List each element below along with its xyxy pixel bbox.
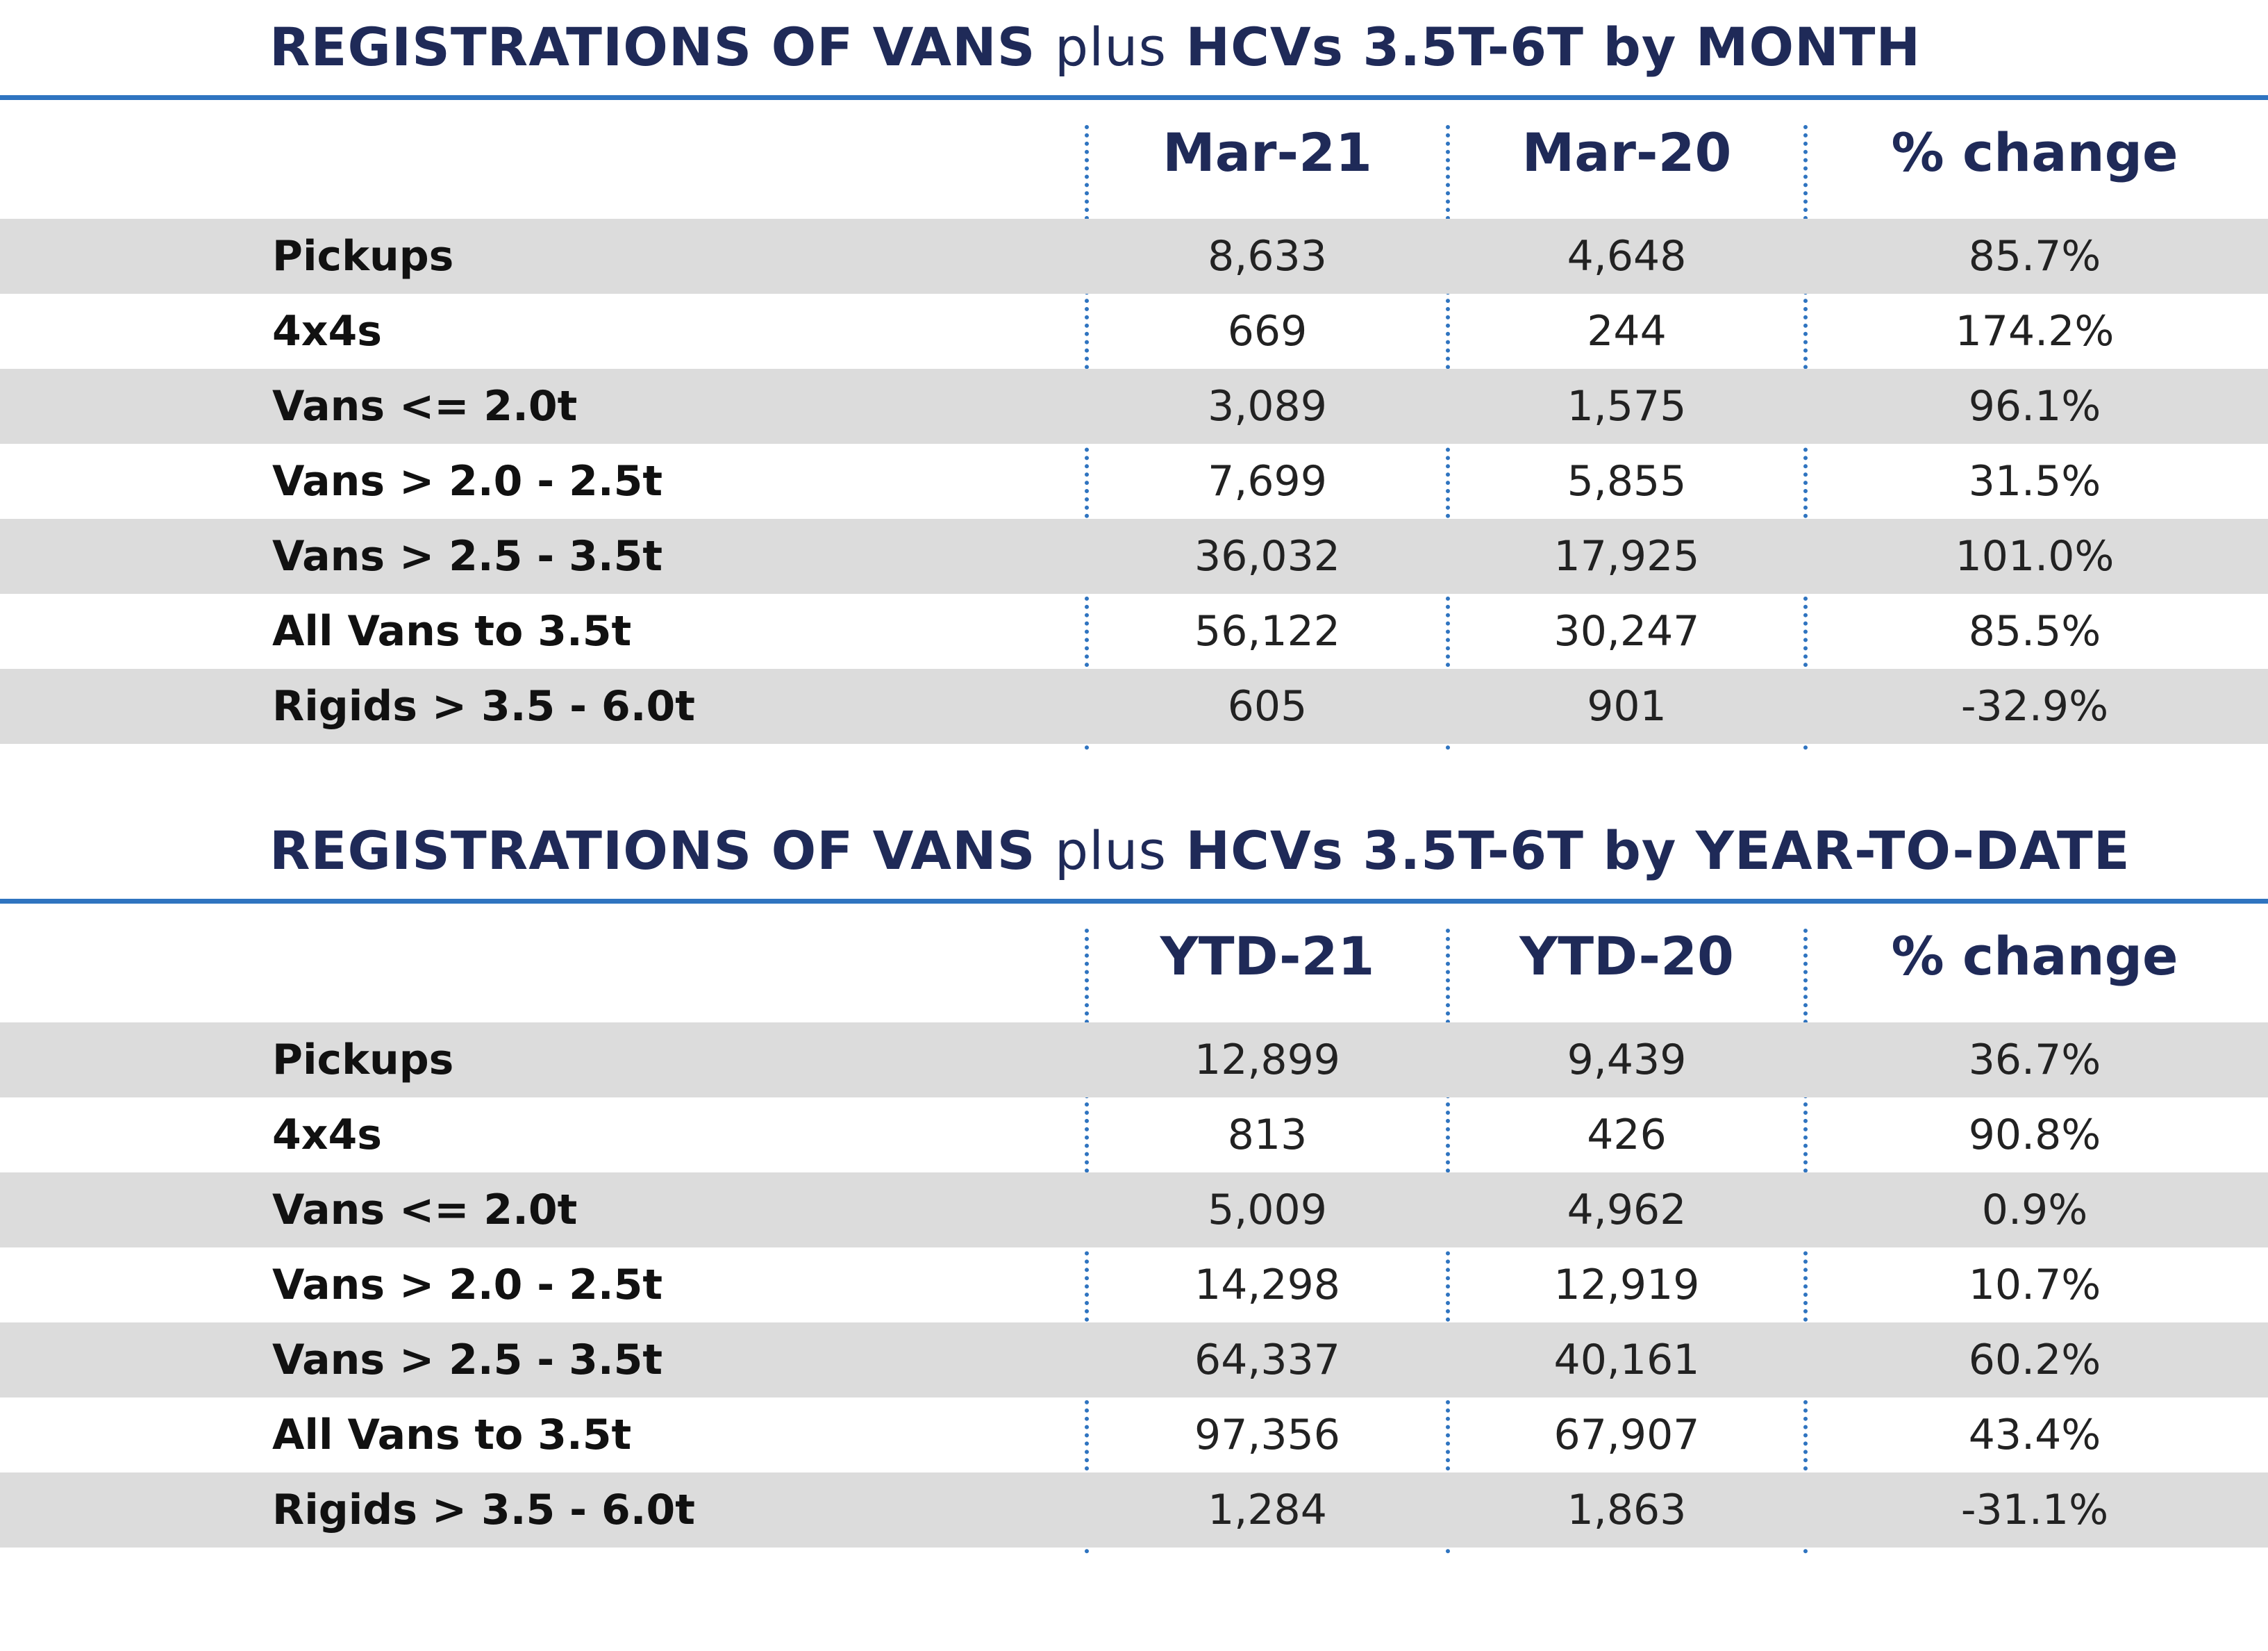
- table-cell: 1,863: [1567, 1486, 1687, 1534]
- row-label: Vans > 2.0 - 2.5t: [272, 457, 663, 506]
- table-row: [0, 1472, 2268, 1548]
- column-header: YTD-20: [1519, 925, 1734, 987]
- monthly-table-title: [269, 13, 1921, 82]
- column-header: YTD-21: [1160, 925, 1375, 987]
- table-row: [0, 1397, 2268, 1472]
- table-cell: 90.8%: [1968, 1111, 2101, 1159]
- row-label: Vans > 2.0 - 2.5t: [272, 1261, 663, 1309]
- ytd-table-title: [269, 816, 2131, 886]
- table-cell: 1,575: [1567, 382, 1687, 431]
- table-cell: 17,925: [1553, 532, 1700, 581]
- table-row: [0, 1172, 2268, 1247]
- table-cell: 9,439: [1567, 1036, 1687, 1084]
- table-cell: 14,298: [1194, 1261, 1340, 1309]
- row-label: Pickups: [272, 232, 454, 281]
- table-cell: 30,247: [1553, 607, 1700, 656]
- column-header: % change: [1891, 925, 2178, 987]
- table-cell: 36,032: [1194, 532, 1340, 581]
- column-header: Mar-21: [1162, 122, 1372, 183]
- table-cell: 67,907: [1553, 1411, 1700, 1459]
- table-cell: -31.1%: [1960, 1486, 2109, 1534]
- table-cell: 813: [1227, 1111, 1308, 1159]
- column-header: % change: [1891, 122, 2178, 183]
- table-cell: 12,919: [1553, 1261, 1700, 1309]
- row-label: 4x4s: [272, 1111, 382, 1159]
- table-row: [0, 669, 2268, 744]
- table-cell: -32.9%: [1960, 682, 2109, 731]
- table-cell: 56,122: [1194, 607, 1340, 656]
- table-cell: 31.5%: [1968, 457, 2101, 506]
- table-cell: 10.7%: [1968, 1261, 2101, 1309]
- title-bold-b: HCVs 3.5T-6T by MONTH: [1185, 16, 1921, 78]
- table-row: [0, 594, 2268, 669]
- table-row: [0, 294, 2268, 369]
- table-cell: 605: [1227, 682, 1308, 731]
- title-bold-b: HCVs 3.5T-6T by YEAR-TO-DATE: [1185, 820, 2131, 881]
- table-cell: 244: [1587, 307, 1667, 356]
- title-rule: [0, 899, 2268, 904]
- table-row: [0, 369, 2268, 444]
- title-rule: [0, 95, 2268, 100]
- title-light: plus: [1054, 16, 1167, 78]
- table-cell: 12,899: [1194, 1036, 1340, 1084]
- row-label: Vans > 2.5 - 3.5t: [272, 1336, 663, 1384]
- table-cell: 40,161: [1553, 1336, 1700, 1384]
- table-row: [0, 1322, 2268, 1397]
- table-cell: 8,633: [1208, 232, 1327, 281]
- table-cell: 97,356: [1194, 1411, 1340, 1459]
- table-row: [0, 1022, 2268, 1097]
- table-row: [0, 519, 2268, 594]
- row-label: Vans > 2.5 - 3.5t: [272, 532, 663, 581]
- table-cell: 43.4%: [1968, 1411, 2101, 1459]
- table-body: [0, 1022, 2268, 1548]
- table-cell: 60.2%: [1968, 1336, 2101, 1384]
- table-cell: 36.7%: [1968, 1036, 2101, 1084]
- row-label: Rigids > 3.5 - 6.0t: [272, 682, 695, 731]
- table-cell: 96.1%: [1968, 382, 2101, 431]
- row-label: All Vans to 3.5t: [272, 1411, 632, 1459]
- row-label: Pickups: [272, 1036, 454, 1084]
- table-row: [0, 444, 2268, 519]
- column-header: Mar-20: [1521, 122, 1732, 183]
- table-cell: 1,284: [1208, 1486, 1327, 1534]
- row-label: Vans <= 2.0t: [272, 382, 578, 431]
- table-cell: 5,855: [1567, 457, 1687, 506]
- table-row: [0, 1247, 2268, 1322]
- table-cell: 426: [1587, 1111, 1667, 1159]
- table-body: [0, 219, 2268, 744]
- table-cell: 669: [1227, 307, 1308, 356]
- table-cell: 4,962: [1567, 1186, 1687, 1234]
- table-cell: 101.0%: [1955, 532, 2115, 581]
- title-bold-a: REGISTRATIONS OF VANS: [269, 820, 1036, 881]
- row-label: 4x4s: [272, 307, 382, 356]
- table-row: [0, 1097, 2268, 1172]
- table-cell: 5,009: [1208, 1186, 1327, 1234]
- table-cell: 4,648: [1567, 232, 1687, 281]
- title-bold-a: REGISTRATIONS OF VANS: [269, 16, 1036, 78]
- table-cell: 7,699: [1208, 457, 1327, 506]
- table-cell: 901: [1587, 682, 1667, 731]
- row-label: Rigids > 3.5 - 6.0t: [272, 1486, 695, 1534]
- table-cell: 3,089: [1208, 382, 1327, 431]
- title-light: plus: [1054, 820, 1167, 881]
- table-row: [0, 219, 2268, 294]
- table-cell: 174.2%: [1955, 307, 2115, 356]
- table-cell: 64,337: [1194, 1336, 1340, 1384]
- table-cell: 0.9%: [1981, 1186, 2088, 1234]
- row-label: All Vans to 3.5t: [272, 607, 632, 656]
- row-label: Vans <= 2.0t: [272, 1186, 578, 1234]
- table-cell: 85.7%: [1968, 232, 2101, 281]
- table-cell: 85.5%: [1968, 607, 2101, 656]
